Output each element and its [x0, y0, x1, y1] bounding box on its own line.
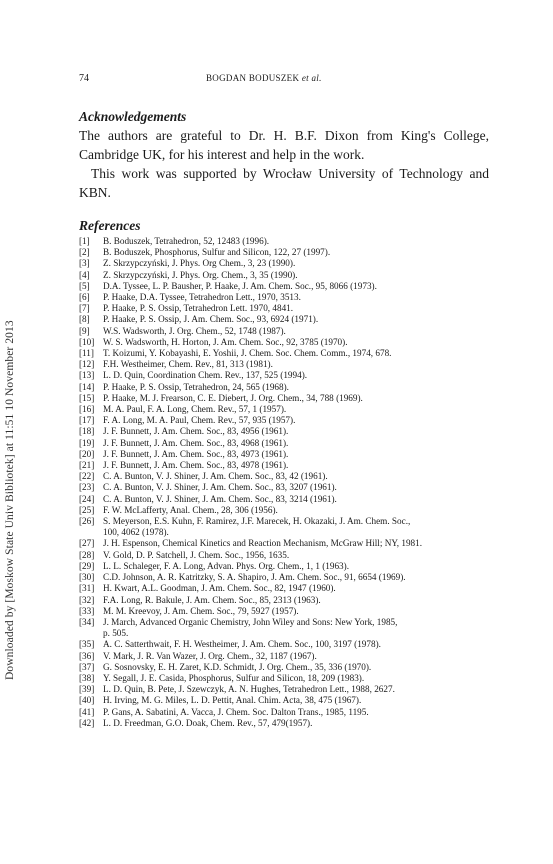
reference-number: [31] [79, 583, 95, 594]
reference-item [79, 348, 489, 359]
reference-item [79, 281, 489, 292]
reference-text: B. Boduszek, Tetrahedron, 52, 12483 (1996). [103, 236, 270, 246]
reference-text: Z. Skrzypczyński, J. Phys. Org Chem., 3, 23 (1990). [103, 258, 296, 269]
reference-item [79, 538, 489, 549]
reference-text: J. March, Advanced Organic Chemistry, John Wiley and Sons: New York, 1985, [103, 616, 398, 627]
reference-number: [34] [79, 616, 95, 627]
page-number: 74 [79, 73, 89, 84]
reference-item [79, 370, 489, 381]
download-stamp-text: Downloaded by [Moskow State Univ Bibliotek] at 11:51 10 November 2013 [4, 320, 16, 680]
reference-text: A. C. Satterthwait, F. H. Westheimer, J. Am. Chem. Soc., 100, 3197 (1978). [103, 639, 381, 650]
reference-text: W.S. Wadsworth, J. Org. Chem., 52, 1748 (1987). [103, 325, 286, 336]
reference-item [79, 471, 489, 482]
reference-item [79, 695, 489, 706]
reference-number: [20] [79, 448, 95, 459]
reference-text: G. Sosnovsky, E. H. Zaret, K.D. Schmidt, J. Org. Chem., 35, 336 (1970). [103, 661, 372, 672]
reference-text: P. Haake, P. S. Ossip, J. Am. Chem. Soc., 93, 6924 (1971). [103, 314, 319, 325]
reference-number: [8] [79, 314, 90, 325]
reference-number: [33] [79, 605, 95, 616]
reference-number: [28] [79, 549, 95, 560]
reference-item [79, 359, 489, 370]
reference-text: F. W. McLafferty, Anal. Chem., 28, 306 (1956). [103, 504, 278, 515]
reference-item [79, 673, 489, 684]
reference-number: [17] [79, 415, 95, 426]
funding-paragraph: This work was supported by Wrocław University of Technology and KBN. [79, 166, 489, 200]
reference-number: [38] [79, 672, 95, 683]
reference-number: [26] [79, 516, 95, 527]
reference-number: [36] [79, 650, 95, 661]
reference-number: [1] [79, 236, 90, 246]
reference-item [79, 583, 489, 594]
reference-text: L. D. Quin, B. Pete, J. Szewczyk, A. N. Hughes, Tetrahedron Lett., 1988, 2627. [103, 684, 395, 695]
reference-text: H. Irving, M. G. Miles, L. D. Pettit, Anal. Chim. Acta, 38, 475 (1967). [103, 695, 362, 706]
reference-number: [27] [79, 538, 95, 549]
reference-number: [5] [79, 280, 90, 291]
reference-item [79, 639, 489, 650]
reference-number: [37] [79, 661, 95, 672]
reference-item [79, 337, 489, 348]
reference-continuation: 100, 4062 (1978). [103, 527, 169, 538]
reference-text: T. Koizumi, Y. Kobayashi, E. Yoshii, J. Chem. Soc. Chem. Comm., 1974, 678. [103, 348, 392, 359]
reference-item [79, 393, 489, 404]
reference-number: [14] [79, 381, 95, 392]
reference-text: C.D. Johnson, A. R. Katritzky, S. A. Shapiro, J. Am. Chem. Soc., 91, 6654 (1969). [103, 572, 406, 583]
reference-text: J. F. Bunnett, J. Am. Chem. Soc., 83, 4973 (1961). [103, 448, 289, 459]
reference-item [79, 326, 489, 337]
reference-text: V. Gold, D. P. Satchell, J. Chem. Soc., 1956, 1635. [103, 549, 290, 560]
references-heading: References [79, 218, 141, 233]
reference-item [79, 494, 489, 505]
reference-number: [22] [79, 471, 95, 482]
reference-item [79, 270, 489, 281]
reference-number: [12] [79, 359, 95, 370]
reference-item [79, 617, 489, 628]
reference-number: [25] [79, 504, 95, 515]
reference-text: P. Haake, M. J. Frearson, C. E. Diebert, J. Org. Chem., 34, 788 (1969). [103, 392, 363, 403]
reference-item [79, 482, 489, 493]
reference-text: M. M. Kreevoy, J. Am. Chem. Soc., 79, 5927 (1957). [103, 605, 299, 616]
reference-item [79, 404, 489, 415]
reference-number: [7] [79, 303, 90, 314]
reference-item [79, 595, 489, 606]
reference-number: [16] [79, 404, 95, 415]
download-stamp [4, 120, 18, 680]
reference-text: J. H. Espenson, Chemical Kinetics and Reaction Mechanism, McGraw Hill; NY, 1981. [103, 538, 423, 549]
reference-item [79, 718, 489, 729]
reference-number: [19] [79, 437, 95, 448]
reference-number: [2] [79, 247, 90, 258]
reference-list [79, 236, 489, 729]
reference-number: [30] [79, 572, 95, 583]
reference-number: [42] [79, 717, 95, 728]
reference-number: [15] [79, 392, 95, 403]
reference-text: P. Haake, P. S. Ossip, Tetrahedron, 24, 565 (1968). [103, 381, 289, 392]
reference-text: F. A. Long, M. A. Paul, Chem. Rev., 57, 935 (1957). [103, 415, 296, 426]
reference-number: [3] [79, 258, 90, 269]
reference-item [79, 449, 489, 460]
reference-text: L. D. Quin, Coordination Chem. Rev., 137, 525 (1994). [103, 370, 308, 381]
reference-text: W. S. Wadsworth, H. Horton, J. Am. Chem. Soc., 92, 3785 (1970). [103, 336, 348, 347]
reference-item [79, 460, 489, 471]
reference-item [79, 236, 489, 247]
reference-number: [21] [79, 460, 95, 471]
reference-number: [32] [79, 594, 95, 605]
reference-item [79, 415, 489, 426]
reference-item [79, 662, 489, 673]
reference-text: P. Haake, D.A. Tyssee, Tetrahedron Lett., 1970, 3513. [103, 292, 301, 303]
reference-text: H. Kwart, A.L. Goodman, J. Am. Chem. Soc., 82, 1947 (1960). [103, 583, 336, 594]
reference-text: L. D. Freedman, G.O. Doak, Chem. Rev., 57, 479(1957). [103, 717, 313, 728]
reference-text: Y. Segall, J. E. Casida, Phosphorus, Sulfur and Silicon, 18, 209 (1983). [103, 672, 365, 683]
reference-text: V. Mark, J. R. Van Wazer, J. Org. Chem., 32, 1187 (1967). [103, 650, 317, 661]
reference-item [79, 303, 489, 314]
reference-number: [24] [79, 493, 95, 504]
running-head [206, 73, 322, 83]
reference-item [79, 438, 489, 449]
reference-item [79, 247, 489, 258]
reference-item [79, 258, 489, 269]
reference-number: [29] [79, 560, 95, 571]
reference-item [79, 516, 489, 527]
reference-text: C. A. Bunton, V. J. Shiner, J. Am. Chem. Soc., 83, 3207 (1961). [103, 482, 337, 493]
reference-text: F.H. Westheimer, Chem. Rev., 81, 313 (1981). [103, 359, 273, 370]
reference-text: D.A. Tyssee, L. P. Bausher, P. Haake, J. Am. Chem. Soc., 95, 8066 (1973). [103, 280, 377, 291]
reference-number: [18] [79, 426, 95, 437]
running-head-authors: BOGDAN BODUSZEK [206, 73, 300, 83]
reference-text: S. Meyerson, E.S. Kuhn, F. Ramirez, J.F. Marecek, H. Okazaki, J. Am. Chem. Soc., [103, 516, 411, 527]
reference-item [79, 707, 489, 718]
reference-item [79, 606, 489, 617]
reference-number: [39] [79, 684, 95, 695]
reference-number: [35] [79, 639, 95, 650]
reference-number: [6] [79, 292, 90, 303]
reference-item [79, 314, 489, 325]
reference-text: F.A. Long, R. Bakule, J. Am. Chem. Soc., 85, 2313 (1963). [103, 594, 321, 605]
reference-text: C. A. Bunton, V. J. Shiner, J. Am. Chem. Soc., 83, 42 (1961). [103, 471, 328, 482]
reference-item [79, 561, 489, 572]
reference-text: C. A. Bunton, V. J. Shiner, J. Am. Chem. Soc., 83, 3214 (1961). [103, 493, 337, 504]
reference-text: J. F. Bunnett, J. Am. Chem. Soc., 83, 4968 (1961). [103, 437, 289, 448]
acknowledgements-paragraph: The authors are grateful to Dr. H. B.F. Dixon from King's College, Cambridge UK, for his interest and help in the work. [79, 128, 489, 162]
running-head-suffix: et al. [301, 73, 322, 83]
reference-number: [11] [79, 348, 94, 359]
reference-number: [41] [79, 706, 95, 717]
reference-item [79, 651, 489, 662]
reference-item [79, 426, 489, 437]
reference-number: [13] [79, 370, 95, 381]
reference-item [79, 550, 489, 561]
reference-number: [4] [79, 269, 90, 280]
acknowledgements-heading: Acknowledgements [79, 109, 187, 124]
reference-number: [10] [79, 336, 95, 347]
reference-continuation: p. 505. [103, 628, 129, 639]
reference-item [79, 292, 489, 303]
reference-number: [23] [79, 482, 95, 493]
reference-text: P. Gans, A. Sabatini, A. Vacca, J. Chem. Soc. Dalton Trans., 1985, 1195. [103, 706, 369, 717]
reference-item [79, 684, 489, 695]
reference-item [79, 572, 489, 583]
reference-text: B. Boduszek, Phosphorus, Sulfur and Silicon, 122, 27 (1997). [103, 247, 331, 258]
reference-text: J. F. Bunnett, J. Am. Chem. Soc., 83, 4956 (1961). [103, 426, 289, 437]
reference-text: Z. Skrzypczyński, J. Phys. Org. Chem., 3, 35 (1990). [103, 269, 298, 280]
reference-text: J. F. Bunnett, J. Am. Chem. Soc., 83, 4978 (1961). [103, 460, 289, 471]
reference-item [79, 505, 489, 516]
reference-number: [40] [79, 695, 95, 706]
reference-text: M. A. Paul, F. A. Long, Chem. Rev., 57, 1 (1957). [103, 404, 287, 415]
reference-text: P. Haake, P. S. Ossip, Tetrahedron Lett. 1970, 4841. [103, 303, 294, 314]
reference-text: L. L. Schaleger, F. A. Long, Advan. Phys. Org. Chem., 1, 1 (1963). [103, 560, 350, 571]
reference-item [79, 382, 489, 393]
reference-number: [9] [79, 325, 90, 336]
